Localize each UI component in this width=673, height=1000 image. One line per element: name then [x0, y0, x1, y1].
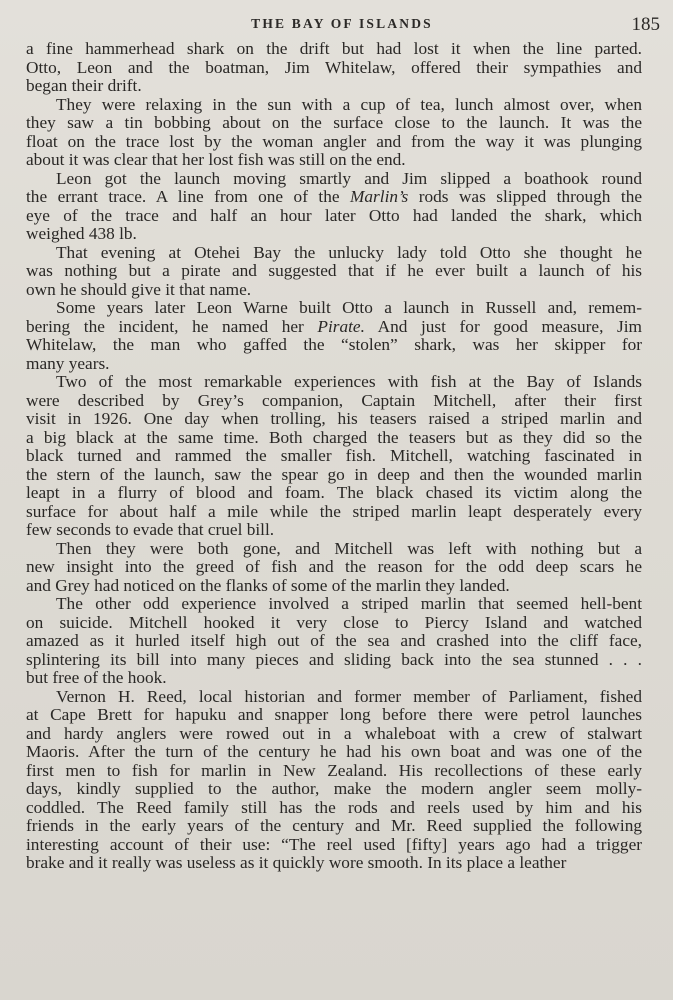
line-text: Leon got the launch moving smartly and Jim slipped a boathook round [56, 169, 642, 188]
text-line [26, 281, 642, 300]
line-text: was nothing but a pirate and suggested that if he ever built a launch of his [26, 262, 642, 280]
line-text: Two of the most remarkable experiences with fish at the Bay of Islands [56, 373, 642, 391]
text-line [26, 447, 642, 466]
text-line [26, 225, 642, 244]
line-text: leapt in a flurry of blood and foam. The black chased its victim along the [26, 484, 642, 502]
text-line [26, 114, 642, 133]
line-text: Vernon H. Reed, local historian and former member of Parliament, fished [56, 687, 642, 706]
line-text: coddled. The Reed family still has the rods and reels used by him and his [26, 798, 642, 817]
line-text: a big black at the same time. Both charged the teasers but as they did so the [26, 428, 642, 447]
paragraph-first-line [26, 170, 642, 189]
text-line [26, 817, 642, 836]
line-text: first men to fish for marlin in New Zealand. His recollections of these early [26, 761, 642, 780]
text-line [26, 725, 642, 744]
line-text: the errant trace. A line from one of the [26, 188, 350, 206]
line-text: The other odd experience involved a striped marlin that seemed hell-bent [56, 595, 642, 613]
paragraph-first-line [26, 373, 642, 392]
line-text: were described by Grey’s companion, Captain Mitchell, after their first [26, 391, 642, 410]
line-text: many years. [26, 354, 110, 373]
line-text: new insight into the greed of fish and the reason for the odd deep scars he [26, 558, 642, 576]
text-line [26, 651, 642, 670]
running-title: THE BAY OF ISLANDS [251, 16, 433, 31]
line-text: on suicide. Mitchell hooked it very close to Piercy Island and watched [26, 613, 642, 632]
line-text: weighed 438 lb. [26, 225, 137, 243]
line-text: Then they were both gone, and Mitchell was left with nothing but a [56, 539, 642, 558]
text-line [26, 706, 642, 725]
line-text: own he should give it that name. [26, 280, 252, 299]
line-text-after: rods was slipped through the [408, 188, 642, 206]
body-text [26, 40, 642, 873]
text-line [26, 133, 642, 152]
line-text: surface for about half a mile while the striped marlin leapt desperately every [26, 502, 642, 521]
line-text: began their drift. [26, 77, 142, 95]
text-line [26, 780, 642, 799]
text-line [26, 40, 642, 59]
line-text: they saw a tin bobbing about on the surface close to the launch. It was the [26, 114, 642, 132]
line-text: a fine hammerhead shark on the drift but had lost it when the line parted. [26, 40, 642, 58]
paragraph-first-line [26, 299, 642, 318]
line-text: bering the incident, he named her [26, 317, 318, 336]
text-line [26, 743, 642, 762]
running-head [24, 14, 660, 36]
line-text: at Cape Brett for hapuku and snapper long before there were petrol launches [26, 706, 642, 724]
line-text: and Grey had noticed on the flanks of some of the marlin they landed. [26, 576, 510, 595]
line-text: black turned and rammed the smaller fish. Mitchell, watching fascinated in [26, 447, 642, 465]
text-line [26, 336, 642, 355]
line-text: friends in the early years of the century and Mr. Reed supplied the following [26, 817, 642, 835]
text-line [26, 151, 642, 170]
line-text: visit in 1926. One day when trolling, his teasers raised a striped marlin and [26, 410, 642, 428]
text-line [26, 262, 642, 281]
line-text: but free of the hook. [26, 669, 167, 687]
text-line [26, 188, 642, 207]
line-text: splintering its bill into many pieces and sliding back into the sea stunned . . . [26, 650, 642, 669]
text-line [26, 577, 642, 596]
line-text: Some years later Leon Warne built Otto a launch in Russell and, remem- [56, 299, 642, 317]
line-text: Maoris. After the turn of the century he had his own boat and was one of the [26, 743, 642, 761]
text-line [26, 799, 642, 818]
text-line [26, 59, 642, 78]
text-line [26, 392, 642, 411]
text-line [26, 836, 642, 855]
paragraph-first-line [26, 540, 642, 559]
text-line [26, 410, 642, 429]
italic-text: Marlin’s [350, 188, 409, 206]
line-text: eye of the trace and half an hour later Otto had landed the shark, which [26, 206, 642, 225]
line-text: brake and it really was useless as it quickly wore smooth. In its place a leather [26, 854, 567, 872]
line-text: the stern of the launch, saw the spear go in deep and then the wounded marlin [26, 465, 642, 484]
text-line [26, 503, 642, 522]
text-line [26, 632, 642, 651]
line-text: and hardy anglers were rowed out in a whaleboat with a crew of stalwart [26, 724, 642, 743]
text-line [26, 429, 642, 448]
line-text: about it was clear that her lost fish was still on the end. [26, 151, 406, 169]
line-text: amazed as it hurled itself high out of the sea and crashed into the cliff face, [26, 632, 642, 650]
text-line [26, 207, 642, 226]
text-line [26, 669, 642, 688]
text-line [26, 762, 642, 781]
text-line [26, 558, 642, 577]
text-line [26, 521, 642, 540]
text-line [26, 854, 642, 873]
line-text: few seconds to evade that cruel bill. [26, 521, 275, 539]
text-line [26, 614, 642, 633]
line-text: float on the trace lost by the woman angler and from the way it was plunging [26, 132, 642, 151]
line-text: They were relaxing in the sun with a cup of tea, lunch almost over, when [56, 95, 642, 114]
page-number: 185 [631, 14, 660, 35]
line-text: Whitelaw, the man who gaffed the “stolen” shark, was her skipper for [26, 336, 642, 354]
paragraph-first-line [26, 688, 642, 707]
line-text: interesting account of their use: “The reel used [fifty] years ago had a trigger [26, 835, 642, 854]
paragraph-first-line [26, 244, 642, 263]
text-line [26, 466, 642, 485]
text-line [26, 484, 642, 503]
italic-text: Pirate. [317, 317, 365, 336]
line-text: days, kindly supplied to the author, make the modern angler seem molly- [26, 780, 642, 798]
line-text: Otto, Leon and the boatman, Jim Whitelaw, offered their sympathies and [26, 58, 642, 77]
line-text: That evening at Otehei Bay the unlucky lady told Otto she thought he [56, 243, 642, 262]
line-text-after: And just for good measure, Jim [364, 317, 642, 336]
paragraph-first-line [26, 96, 642, 115]
paragraph-first-line [26, 595, 642, 614]
text-line [26, 355, 642, 374]
text-line [26, 318, 642, 337]
text-line [26, 77, 642, 96]
